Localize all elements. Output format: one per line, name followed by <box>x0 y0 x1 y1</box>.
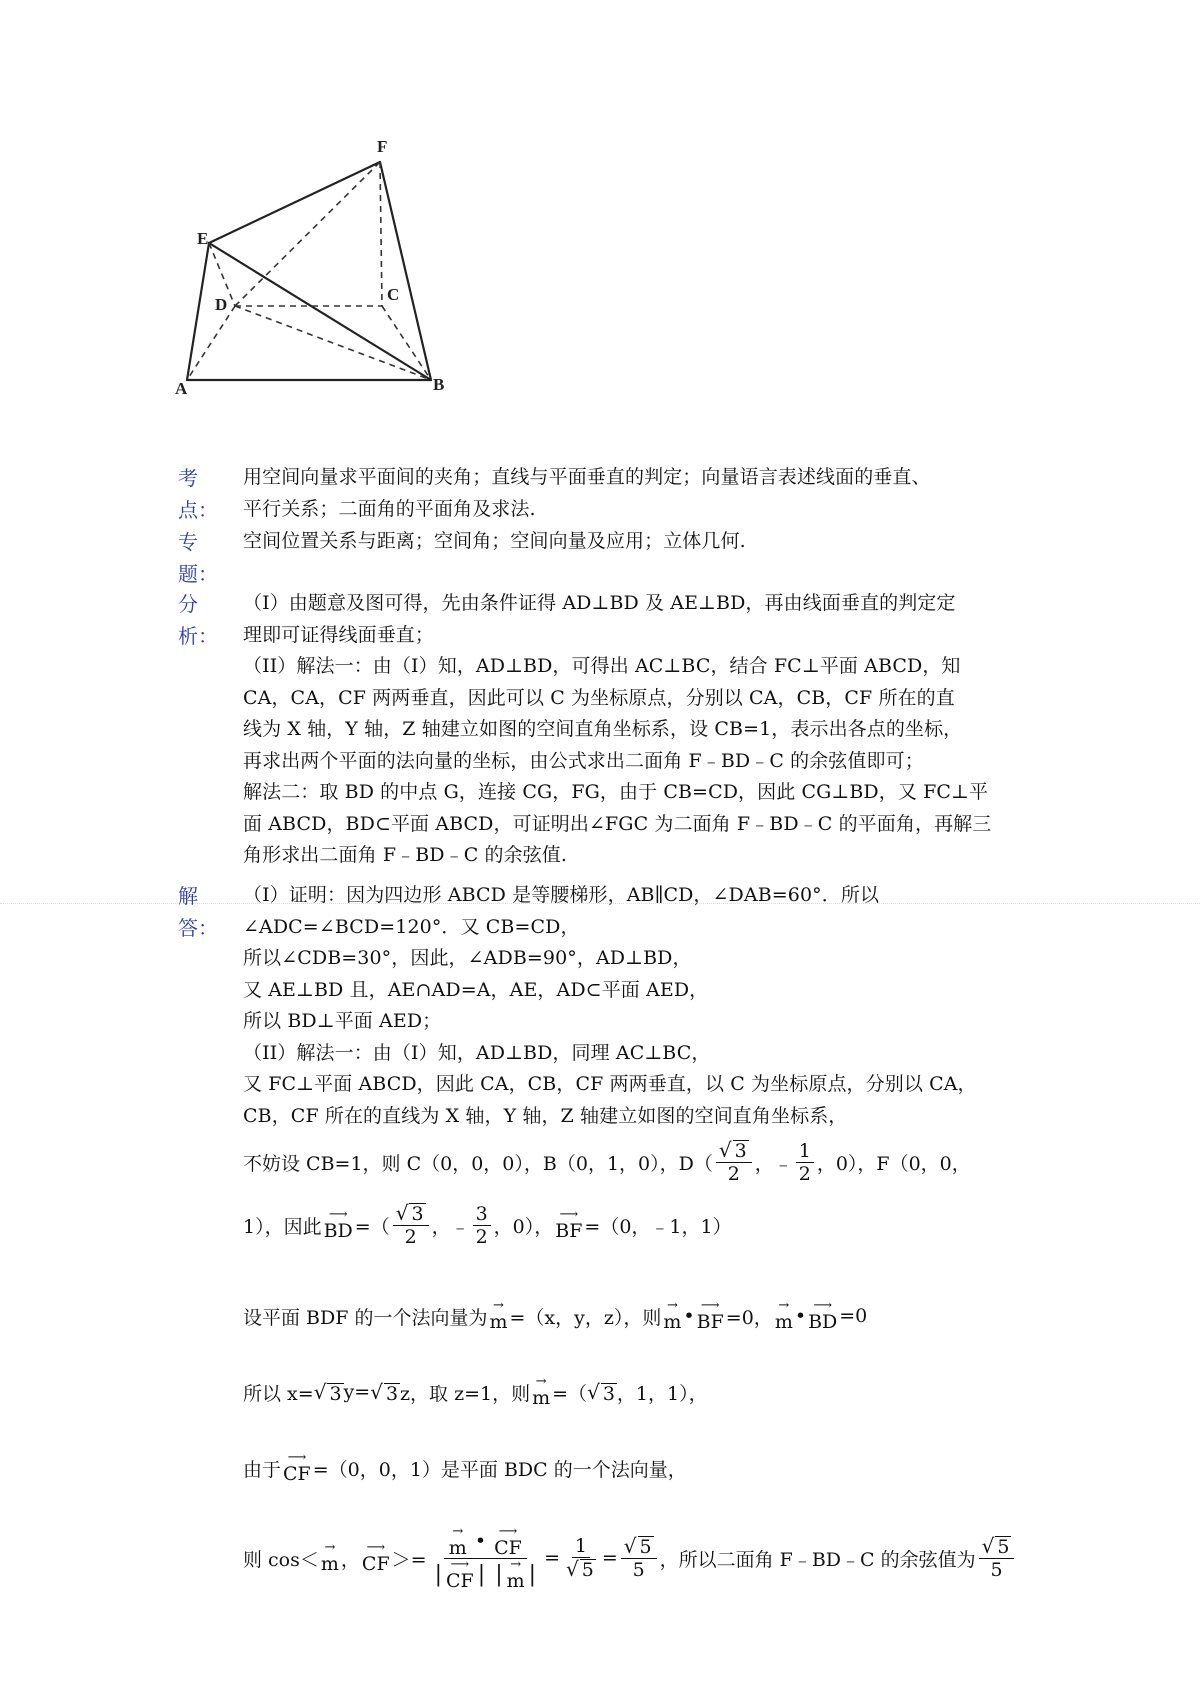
kaodian-label-line-1: 考 <box>178 466 198 490</box>
math-text: =（0，0，1）是平面 BDC 的一个法向量， <box>312 1458 687 1481</box>
math-text: 不妨设 CB=1，则 C（0，0，0），B（0，1，0），D（ <box>243 1152 713 1175</box>
edge-FB <box>380 162 431 380</box>
denominator: 5 <box>632 1559 645 1581</box>
vector-m: → m <box>320 1540 339 1575</box>
edge-DB <box>235 306 431 380</box>
math-text: = <box>601 1547 618 1569</box>
vector-m: → m <box>448 1523 467 1559</box>
jieda-line-8: CB，CF 所在的直线为 X 轴，Y 轴，Z 轴建立如图的空间直角坐标系， <box>243 1104 848 1127</box>
sqrt-expression: √ 3 <box>313 1380 342 1405</box>
math-line-cf-normal <box>243 1448 1143 1488</box>
edge-CB <box>382 306 431 380</box>
zhuanti-label-line-2: 题： <box>178 562 218 586</box>
fraction-sqrt5-over-5-answer <box>979 1535 1015 1581</box>
dot-operator: • <box>683 1305 695 1327</box>
math-text: ，0）， <box>493 1215 554 1238</box>
edge-EA <box>187 243 209 380</box>
vector-m: → m <box>489 1298 508 1333</box>
fenxi-label-line-1: 分 <box>178 592 198 616</box>
jieda-line-2: ∠ADC=∠BCD=120°．又 CB=CD， <box>243 915 580 938</box>
numerator: 3 <box>473 1203 491 1226</box>
sqrt-expression: √ 3 <box>587 1380 615 1405</box>
math-text: =0， <box>725 1306 773 1329</box>
denominator: 2 <box>475 1225 488 1248</box>
sqrt-expression: √ 5 <box>566 1557 594 1581</box>
point-label-F: F <box>377 140 388 156</box>
dot-operator: • <box>474 1529 487 1552</box>
jieda-text <box>243 880 1043 1132</box>
vector-BD: ⟶ BD <box>323 1207 353 1242</box>
fenxi-line-6: 再求出两个平面的法向量的坐标，由公式求出二面角 F﹣BD﹣C 的余弦值即可； <box>243 749 924 772</box>
point-label-D: D <box>215 295 228 314</box>
vector-m: → m <box>663 1298 682 1333</box>
geometry-figure <box>175 140 515 430</box>
math-text: =（ <box>354 1215 390 1238</box>
denominator: 2 <box>404 1226 417 1248</box>
math-text: =（x，y，z），则 <box>509 1306 662 1329</box>
math-text: 设平面 BDF 的一个法向量为 <box>243 1306 488 1329</box>
sqrt-expression: √ 3 <box>718 1138 747 1162</box>
math-text: 则 cos＜ <box>243 1548 319 1571</box>
edge-EB <box>209 243 431 380</box>
jieda-label-line-1: 解 <box>178 884 198 908</box>
denominator: 5 <box>990 1559 1003 1581</box>
jieda-line-6: （II）解法一：由（I）知，AD⊥BD，同理 AC⊥BC， <box>243 1041 711 1064</box>
math-line-solve <box>243 1372 1143 1412</box>
math-text: 1），因此 <box>243 1215 322 1238</box>
edge-EF <box>209 162 380 243</box>
numerator <box>444 1523 527 1559</box>
math-line-coordinates <box>243 1132 1143 1192</box>
radicand: 3 <box>411 1203 424 1225</box>
math-text: ， <box>340 1548 360 1571</box>
math-text: =（0，﹣1，1） <box>584 1215 732 1238</box>
fraction-cosine-formula <box>430 1523 542 1592</box>
vector-m: → m <box>532 1374 551 1409</box>
math-text: ＞= <box>391 1548 427 1571</box>
math-text: 所以 x= <box>243 1382 314 1405</box>
jieda-label <box>178 880 218 944</box>
fenxi-line-3: （II）解法一：由（I）知，AD⊥BD，可得出 AC⊥BC，结合 FC⊥平面 ABCD，知 <box>243 655 961 677</box>
point-label-E: E <box>197 229 209 248</box>
point-label-B: B <box>433 375 445 394</box>
jieda-line-7: 又 FC⊥平面 ABCD，因此 CA，CB，CF 两两垂直，以 C 为坐标原点，分别以 CA， <box>243 1073 977 1095</box>
edge-DA <box>187 306 235 380</box>
sqrt-expression: √ 5 <box>623 1534 652 1558</box>
math-text: y= <box>343 1381 371 1403</box>
edge-DF <box>235 162 380 306</box>
point-label-A: A <box>175 379 188 398</box>
numerator: 1 <box>796 1140 814 1163</box>
denominator <box>430 1556 542 1592</box>
math-line-normal-vector <box>243 1296 1143 1336</box>
jieda-line-4: 又 AE⊥BD 且，AE∩AD=A，AE，AD⊂平面 AED， <box>243 978 709 1001</box>
magnitude-m: | → m | <box>495 1556 537 1592</box>
fenxi-line-7: 解法二：取 BD 的中点 G，连接 CG，FG，由于 CB=CD，因此 CG⊥BD，又 FC⊥平 <box>243 781 989 803</box>
fraction-sqrt5-over-5 <box>621 1535 657 1581</box>
fenxi-line-1: （Ⅰ）由题意及图可得，先由条件证得 AD⊥BD 及 AE⊥BD，再由线面垂直的判定定 <box>243 592 956 614</box>
fenxi-line-5: 线为 X 轴，Y 轴，Z 轴建立如图的空间直角坐标系，设 CB=1，表示出各点的坐标， <box>243 718 963 740</box>
math-text: =0 <box>839 1305 868 1327</box>
sqrt-expression: √ 3 <box>370 1380 399 1405</box>
jieda-line-3: 所以∠CDB=30°，因此，∠ADB=90°，AD⊥BD， <box>243 947 692 969</box>
kaodian-line-1: 用空间向量求平面间的夹角；直线与平面垂直的判定；向量语言表述线面的垂直、 <box>243 466 931 488</box>
math-text: =（ <box>552 1382 588 1405</box>
math-text: ，0），F（0，0， <box>816 1152 971 1175</box>
math-text: ，﹣ <box>431 1215 470 1238</box>
sqrt-expression: √ 3 <box>395 1201 424 1225</box>
math-text: = <box>544 1547 560 1569</box>
fraction-sqrt3-over-2 <box>393 1202 429 1248</box>
kaodian-text <box>243 462 1043 525</box>
edge-FC <box>380 162 382 306</box>
fenxi-line-2: 理即可证得线面垂直； <box>243 623 435 646</box>
magnitude-CF: | ⟶ CF | <box>434 1556 486 1592</box>
kaodian-label-line-2: 点： <box>178 498 218 522</box>
fraction-1-over-2 <box>796 1140 814 1185</box>
math-text: ，1，1）， <box>616 1382 708 1405</box>
zhuanti-text <box>243 526 1043 558</box>
fraction-3-over-2 <box>473 1203 491 1248</box>
vector-BF: ⟶ BF <box>555 1207 583 1242</box>
fraction-1-over-sqrt5 <box>563 1535 599 1581</box>
jieda-label-line-2: 答： <box>178 916 218 940</box>
fenxi-line-4: CA，CA，CF 两两垂直，因此可以 C 为坐标原点，分别以 CA，CB，CF 所在的直 <box>243 686 955 709</box>
vector-CF: ⟶ CF <box>494 1523 522 1559</box>
math-text: ，所以二面角 F﹣BD﹣C 的余弦值为 <box>659 1548 976 1571</box>
denominator: 2 <box>727 1163 740 1185</box>
point-label-C: C <box>387 285 400 304</box>
math-text: z，取 z=1，则 <box>400 1382 531 1405</box>
sqrt-expression: √ 5 <box>981 1534 1010 1558</box>
kaodian-label <box>178 462 218 526</box>
math-line-vectors <box>243 1194 1143 1256</box>
fenxi-line-9: 角形求出二面角 F﹣BD﹣C 的余弦值. <box>243 844 568 866</box>
vector-BF: ⟶ BF <box>696 1298 724 1333</box>
zhuanti-line-1: 空间位置关系与距离；空间角；空间向量及应用；立体几何. <box>243 530 746 552</box>
jieda-line-5: 所以 BD⊥平面 AED； <box>243 1010 442 1032</box>
kaodian-line-2: 平行关系；二面角的平面角及求法. <box>243 497 536 520</box>
math-text: 由于 <box>243 1458 282 1481</box>
zhuanti-label <box>178 526 218 590</box>
vector-CF: ⟶ CF <box>361 1540 390 1575</box>
fenxi-text <box>243 588 1043 872</box>
vector-m: → m <box>774 1298 793 1333</box>
fenxi-line-8: 面 ABCD，BD⊂平面 ABCD，可证明出∠FGC 为二面角 F﹣BD﹣C 的平面角，再解三 <box>243 812 992 835</box>
jieda-line-1: （I）证明：因为四边形 ABCD 是等腰梯形，AB∥CD，∠DAB=60°．所以 <box>243 884 880 906</box>
math-line-cosine <box>243 1518 1143 1598</box>
radicand: 3 <box>734 1140 747 1162</box>
denominator: 2 <box>798 1162 811 1185</box>
zhuanti-label-line-1: 专 <box>178 530 198 554</box>
dot-operator: • <box>794 1305 807 1327</box>
math-text: ，﹣ <box>754 1152 793 1175</box>
fenxi-label-line-2: 析： <box>178 624 218 648</box>
fenxi-label <box>178 588 218 652</box>
numerator: 1 <box>572 1535 590 1558</box>
vector-CF: ⟶ CF <box>283 1450 311 1485</box>
vector-BD: ⟶ BD <box>808 1298 838 1333</box>
fraction-sqrt3-over-2 <box>716 1139 752 1185</box>
